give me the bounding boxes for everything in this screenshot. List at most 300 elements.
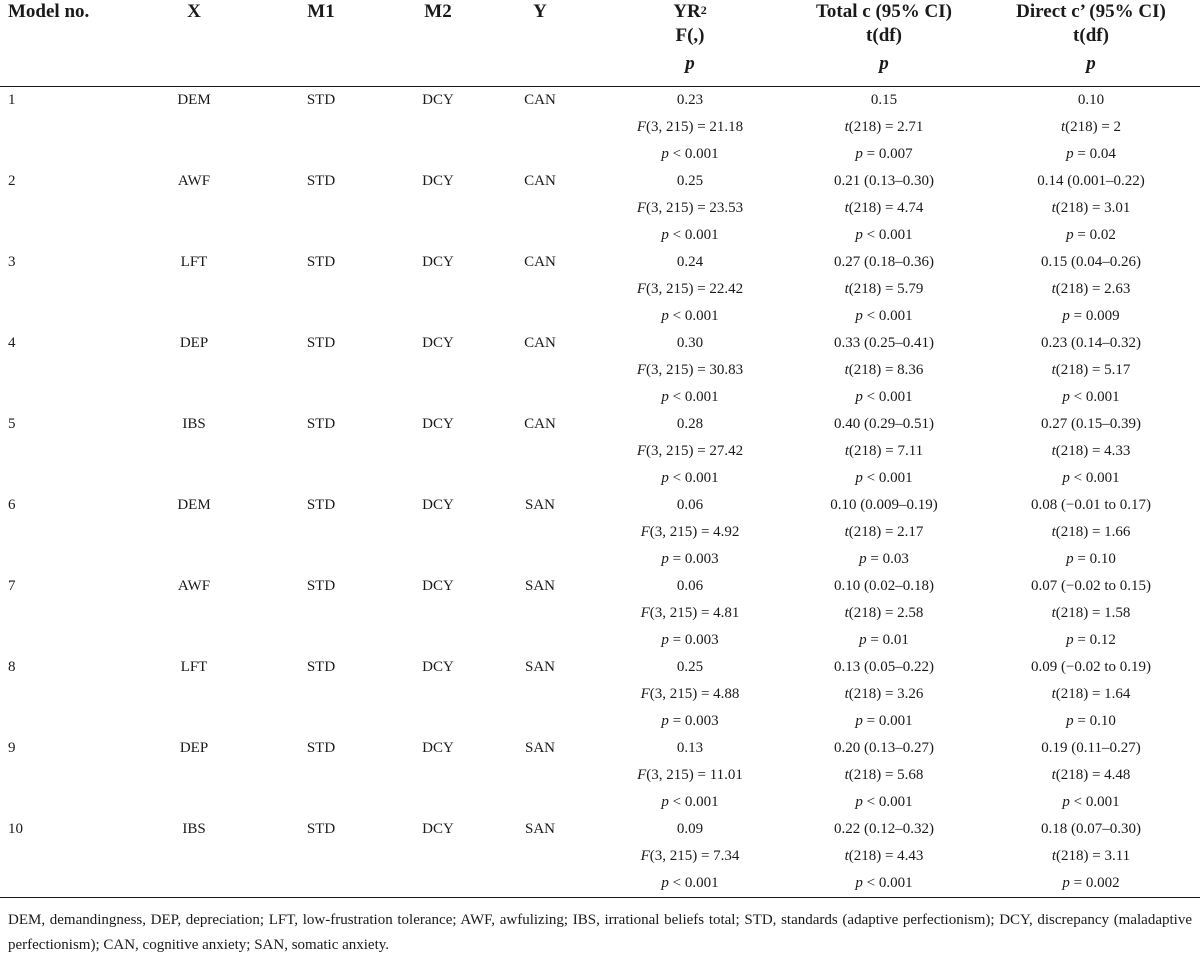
stat-symbol: t	[844, 119, 849, 135]
cell-total-effect	[786, 546, 982, 573]
cell-model	[0, 519, 136, 546]
table-row	[0, 600, 1200, 627]
cell-total-effect	[786, 195, 982, 222]
cell-x	[136, 789, 252, 816]
cell-y: SAN	[524, 659, 555, 675]
stat-symbol: p	[1062, 794, 1070, 810]
cell-x: AWF	[177, 578, 211, 594]
cell-yr2	[594, 222, 786, 249]
stat-value: < 0.001	[672, 875, 719, 891]
cell-m1: STD	[306, 659, 336, 675]
stat-value: 0.27 (0.18–0.36)	[834, 254, 934, 270]
cell-m1	[252, 627, 390, 654]
cell-x	[136, 546, 252, 573]
stat-symbol: p	[1066, 713, 1074, 729]
stat-symbol: t	[1051, 362, 1056, 378]
stat-value: < 0.001	[1073, 794, 1120, 810]
stat-symbol: p	[855, 308, 863, 324]
stat-symbol: F	[640, 686, 650, 702]
cell-model	[0, 843, 136, 870]
stat-symbol: p	[859, 551, 867, 567]
table-row	[0, 870, 1200, 898]
stat-symbol: t	[1051, 281, 1056, 297]
header-direct-effect: Direct c’ (95% CI) t(df) p	[982, 0, 1200, 87]
cell-m1: STD	[306, 740, 336, 756]
cell-m1	[252, 303, 390, 330]
stat-value: 0.21 (0.13–0.30)	[834, 173, 934, 189]
stat-value: < 0.001	[672, 470, 719, 486]
cell-y	[486, 762, 594, 789]
stat-value: 0.09 (−0.02 to 0.19)	[1030, 659, 1152, 675]
cell-yr2	[594, 816, 786, 843]
cell-total-effect	[786, 654, 982, 681]
table-row	[0, 492, 1200, 519]
cell-total-effect	[786, 681, 982, 708]
cell-model	[0, 114, 136, 141]
cell-model	[0, 789, 136, 816]
stat-value: (218) = 4.33	[1055, 443, 1131, 459]
cell-yr2	[594, 843, 786, 870]
cell-m2	[390, 465, 486, 492]
cell-x	[136, 195, 252, 222]
cell-total-effect	[786, 330, 982, 357]
cell-model: 4	[8, 335, 16, 351]
cell-m2	[390, 789, 486, 816]
cell-total-effect	[786, 114, 982, 141]
cell-m2: DCY	[422, 659, 454, 675]
cell-y: SAN	[524, 497, 555, 513]
stat-value: < 0.001	[672, 146, 719, 162]
cell-y: CAN	[524, 254, 556, 270]
cell-y	[486, 708, 594, 735]
cell-model	[0, 384, 136, 411]
cell-yr2	[594, 600, 786, 627]
stat-symbol: t	[844, 524, 849, 540]
stat-value: (218) = 2	[1065, 119, 1122, 135]
stat-value: (218) = 2.71	[848, 119, 924, 135]
cell-m1: STD	[306, 335, 336, 351]
cell-direct-effect	[982, 816, 1200, 843]
stat-symbol: p	[661, 551, 669, 567]
cell-total-effect	[786, 816, 982, 843]
stat-value: = 0.003	[672, 632, 719, 648]
cell-m1	[252, 681, 390, 708]
cell-y	[486, 195, 594, 222]
cell-model	[0, 465, 136, 492]
stat-value: (3, 215) = 7.34	[649, 848, 740, 864]
stat-value: = 0.10	[1077, 713, 1116, 729]
stat-value: = 0.02	[1077, 227, 1116, 243]
stat-value: 0.23	[676, 92, 704, 108]
cell-yr2	[594, 195, 786, 222]
stat-value: 0.07 (−0.02 to 0.15)	[1030, 578, 1152, 594]
cell-m2	[390, 438, 486, 465]
cell-direct-effect	[982, 627, 1200, 654]
stat-value: (3, 215) = 23.53	[645, 200, 744, 216]
cell-m2	[390, 357, 486, 384]
cell-total-effect	[786, 573, 982, 600]
cell-y: CAN	[524, 92, 556, 108]
cell-yr2	[594, 573, 786, 600]
cell-direct-effect	[982, 411, 1200, 438]
cell-total-effect	[786, 789, 982, 816]
stat-value: (218) = 1.64	[1055, 686, 1131, 702]
cell-yr2	[594, 411, 786, 438]
header-x: X	[136, 0, 252, 87]
stat-symbol: F	[640, 605, 650, 621]
cell-y	[486, 303, 594, 330]
stat-symbol: p	[661, 632, 669, 648]
cell-y	[486, 519, 594, 546]
cell-total-effect	[786, 762, 982, 789]
cell-x	[136, 519, 252, 546]
cell-direct-effect	[982, 681, 1200, 708]
stat-symbol: t	[844, 767, 849, 783]
header-row	[0, 0, 1200, 87]
cell-direct-effect	[982, 843, 1200, 870]
stat-symbol: p	[1062, 308, 1070, 324]
table-footnote: DEM, demandingness, DEP, depreciation; LFT, low-frustration tolerance; AWF, awfulizing; IBS, irrational beliefs total; STD, standards (adaptive perfectionism); DCY, discrepancy (maladaptive perfectionism); CAN, cognitive anxiety; SAN, somatic anxiety.	[8, 912, 1192, 953]
stat-symbol: p	[1062, 875, 1070, 891]
stat-value: < 0.001	[672, 308, 719, 324]
cell-y: CAN	[524, 416, 556, 432]
cell-yr2	[594, 519, 786, 546]
cell-y	[486, 600, 594, 627]
cell-m2	[390, 141, 486, 168]
table-row	[0, 816, 1200, 843]
cell-total-effect	[786, 141, 982, 168]
stat-symbol: p	[859, 632, 867, 648]
cell-x	[136, 708, 252, 735]
cell-m1: STD	[306, 173, 336, 189]
cell-y: SAN	[524, 740, 555, 756]
stat-symbol: t	[844, 605, 849, 621]
stat-symbol: t	[844, 362, 849, 378]
cell-x	[136, 843, 252, 870]
stat-value: 0.40 (0.29–0.51)	[834, 416, 934, 432]
stat-symbol: F	[640, 524, 650, 540]
stat-symbol: F	[636, 281, 646, 297]
cell-m1: STD	[306, 578, 336, 594]
cell-total-effect	[786, 249, 982, 276]
cell-model: 8	[8, 659, 16, 675]
cell-model	[0, 303, 136, 330]
cell-m1: STD	[306, 416, 336, 432]
cell-yr2	[594, 114, 786, 141]
cell-yr2	[594, 249, 786, 276]
cell-direct-effect	[982, 762, 1200, 789]
stat-value: (218) = 4.43	[848, 848, 924, 864]
cell-m2	[390, 195, 486, 222]
cell-total-effect	[786, 438, 982, 465]
stat-value: 0.10 (0.009–0.19)	[830, 497, 938, 513]
cell-yr2	[594, 384, 786, 411]
cell-yr2	[594, 438, 786, 465]
stat-symbol: t	[844, 281, 849, 297]
cell-m2	[390, 843, 486, 870]
stat-symbol: p	[855, 146, 863, 162]
stat-value: 0.25	[676, 659, 704, 675]
stat-symbol: p	[1062, 389, 1070, 405]
cell-m1	[252, 708, 390, 735]
stat-value: = 0.009	[1073, 308, 1120, 324]
cell-m2	[390, 222, 486, 249]
stat-symbol: t	[844, 848, 849, 864]
stat-value: 0.13 (0.05–0.22)	[834, 659, 934, 675]
cell-model: 3	[8, 254, 16, 270]
cell-m2: DCY	[422, 821, 454, 837]
cell-total-effect	[786, 627, 982, 654]
cell-direct-effect	[982, 654, 1200, 681]
cell-model	[0, 546, 136, 573]
cell-x: DEP	[179, 740, 209, 756]
cell-direct-effect	[982, 708, 1200, 735]
stat-symbol: p	[855, 794, 863, 810]
cell-x: DEM	[177, 497, 211, 513]
cell-m2	[390, 384, 486, 411]
cell-x: DEP	[179, 335, 209, 351]
stat-value: (3, 215) = 21.18	[645, 119, 744, 135]
stat-value: 0.24	[676, 254, 704, 270]
stat-value: (218) = 2.58	[848, 605, 924, 621]
stat-symbol: p	[1066, 146, 1074, 162]
cell-m1	[252, 600, 390, 627]
cell-y	[486, 681, 594, 708]
cell-yr2	[594, 735, 786, 762]
stat-value: = 0.10	[1077, 551, 1116, 567]
table-row	[0, 708, 1200, 735]
cell-m2	[390, 600, 486, 627]
stat-symbol: F	[636, 200, 646, 216]
stat-value: < 0.001	[1073, 389, 1120, 405]
cell-direct-effect	[982, 438, 1200, 465]
cell-direct-effect	[982, 546, 1200, 573]
stat-symbol: p	[661, 308, 669, 324]
table-row	[0, 546, 1200, 573]
cell-m2: DCY	[422, 416, 454, 432]
cell-total-effect	[786, 843, 982, 870]
cell-total-effect	[786, 87, 982, 115]
table-row	[0, 627, 1200, 654]
cell-y	[486, 384, 594, 411]
stat-symbol: F	[636, 119, 646, 135]
stat-symbol: p	[1066, 227, 1074, 243]
cell-model: 10	[8, 821, 23, 837]
table-row	[0, 195, 1200, 222]
stat-value: (218) = 2.63	[1055, 281, 1131, 297]
cell-direct-effect	[982, 600, 1200, 627]
cell-x	[136, 627, 252, 654]
stat-symbol: t	[1051, 767, 1056, 783]
cell-x	[136, 276, 252, 303]
cell-yr2	[594, 708, 786, 735]
cell-m1	[252, 843, 390, 870]
table-row	[0, 762, 1200, 789]
stat-symbol: t	[844, 686, 849, 702]
cell-m1	[252, 357, 390, 384]
cell-y	[486, 357, 594, 384]
stat-value: 0.30	[676, 335, 704, 351]
header-model: Model no.	[0, 0, 136, 87]
cell-yr2	[594, 357, 786, 384]
stat-value: (218) = 4.48	[1055, 767, 1131, 783]
cell-m2	[390, 546, 486, 573]
cell-direct-effect	[982, 735, 1200, 762]
cell-yr2	[594, 762, 786, 789]
cell-direct-effect	[982, 276, 1200, 303]
table-row	[0, 735, 1200, 762]
stat-symbol: p	[661, 389, 669, 405]
cell-yr2	[594, 681, 786, 708]
cell-total-effect	[786, 411, 982, 438]
stat-value: < 0.001	[672, 227, 719, 243]
cell-model	[0, 438, 136, 465]
table-row	[0, 114, 1200, 141]
stat-symbol: F	[637, 767, 647, 783]
cell-m1	[252, 141, 390, 168]
cell-model	[0, 870, 136, 898]
stat-value: 0.10 (0.02–0.18)	[834, 578, 934, 594]
cell-m2	[390, 303, 486, 330]
stat-symbol: F	[636, 362, 646, 378]
cell-model	[0, 276, 136, 303]
header-y: Y	[486, 0, 594, 87]
cell-m1	[252, 384, 390, 411]
cell-m2	[390, 519, 486, 546]
cell-m1: STD	[306, 92, 336, 108]
cell-direct-effect	[982, 141, 1200, 168]
stat-value: (3, 215) = 4.88	[649, 686, 740, 702]
stat-value: (218) = 7.11	[849, 443, 924, 459]
table-row	[0, 843, 1200, 870]
stat-value: (218) = 1.66	[1055, 524, 1131, 540]
table-row	[0, 384, 1200, 411]
table-row	[0, 357, 1200, 384]
cell-direct-effect	[982, 384, 1200, 411]
stat-symbol: p	[661, 146, 669, 162]
cell-direct-effect	[982, 168, 1200, 195]
stat-value: < 0.001	[866, 389, 913, 405]
cell-y	[486, 276, 594, 303]
cell-model: 5	[8, 416, 16, 432]
header-m2: M2	[390, 0, 486, 87]
cell-m1	[252, 789, 390, 816]
cell-m2	[390, 681, 486, 708]
stat-symbol: p	[855, 875, 863, 891]
cell-total-effect	[786, 870, 982, 898]
cell-model: 9	[8, 740, 16, 756]
cell-m1	[252, 276, 390, 303]
stat-value: (3, 215) = 27.42	[645, 443, 744, 459]
stat-value: = 0.007	[866, 146, 913, 162]
cell-y: CAN	[524, 173, 556, 189]
cell-y: SAN	[524, 578, 555, 594]
stat-value: = 0.003	[672, 551, 719, 567]
cell-yr2	[594, 870, 786, 898]
table-header	[0, 0, 1200, 87]
table-row	[0, 222, 1200, 249]
stat-symbol: p	[1066, 551, 1074, 567]
table-row	[0, 411, 1200, 438]
cell-total-effect	[786, 492, 982, 519]
stat-value: (3, 215) = 30.83	[645, 362, 744, 378]
cell-m1	[252, 438, 390, 465]
stat-value: 0.27 (0.15–0.39)	[1041, 416, 1141, 432]
cell-m2	[390, 114, 486, 141]
cell-yr2	[594, 465, 786, 492]
stat-symbol: t	[1051, 686, 1056, 702]
cell-x: IBS	[182, 416, 206, 432]
cell-direct-effect	[982, 870, 1200, 898]
cell-direct-effect	[982, 114, 1200, 141]
stat-symbol: p	[1066, 632, 1074, 648]
stat-symbol: t	[1051, 848, 1056, 864]
cell-total-effect	[786, 708, 982, 735]
cell-yr2	[594, 492, 786, 519]
table-row	[0, 681, 1200, 708]
stat-value: = 0.001	[866, 713, 913, 729]
stat-value: (218) = 2.17	[848, 524, 924, 540]
cell-total-effect	[786, 222, 982, 249]
cell-yr2	[594, 627, 786, 654]
cell-total-effect	[786, 600, 982, 627]
cell-y	[486, 114, 594, 141]
stat-value: < 0.001	[672, 389, 719, 405]
stat-value: < 0.001	[866, 875, 913, 891]
stat-symbol: p	[855, 713, 863, 729]
stat-value: (3, 215) = 4.92	[649, 524, 740, 540]
cell-model: 6	[8, 497, 16, 513]
cell-direct-effect	[982, 249, 1200, 276]
cell-m1	[252, 114, 390, 141]
stat-value: < 0.001	[866, 470, 913, 486]
table-row	[0, 519, 1200, 546]
stat-symbol: p	[1062, 470, 1070, 486]
cell-x	[136, 222, 252, 249]
stat-symbol: p	[661, 227, 669, 243]
stat-value: = 0.12	[1077, 632, 1116, 648]
cell-total-effect	[786, 303, 982, 330]
table-row	[0, 168, 1200, 195]
cell-model	[0, 141, 136, 168]
cell-yr2	[594, 303, 786, 330]
stat-value: (218) = 3.01	[1055, 200, 1131, 216]
cell-m1	[252, 546, 390, 573]
cell-direct-effect	[982, 519, 1200, 546]
stat-value: 0.06	[676, 497, 704, 513]
cell-x: LFT	[180, 254, 208, 270]
stat-symbol: t	[1051, 605, 1056, 621]
cell-x: DEM	[177, 92, 211, 108]
cell-y: SAN	[524, 821, 555, 837]
stat-value: 0.14 (0.001–0.22)	[1037, 173, 1145, 189]
cell-m1: STD	[306, 497, 336, 513]
cell-total-effect	[786, 735, 982, 762]
stat-symbol: t	[1060, 119, 1066, 135]
stat-value: 0.19 (0.11–0.27)	[1041, 740, 1141, 756]
cell-direct-effect	[982, 789, 1200, 816]
cell-model	[0, 600, 136, 627]
cell-m2: DCY	[422, 335, 454, 351]
cell-direct-effect	[982, 330, 1200, 357]
cell-m1	[252, 222, 390, 249]
cell-model	[0, 195, 136, 222]
cell-m2	[390, 870, 486, 898]
stat-symbol: p	[855, 227, 863, 243]
table-row	[0, 87, 1200, 115]
cell-model	[0, 222, 136, 249]
cell-total-effect	[786, 276, 982, 303]
